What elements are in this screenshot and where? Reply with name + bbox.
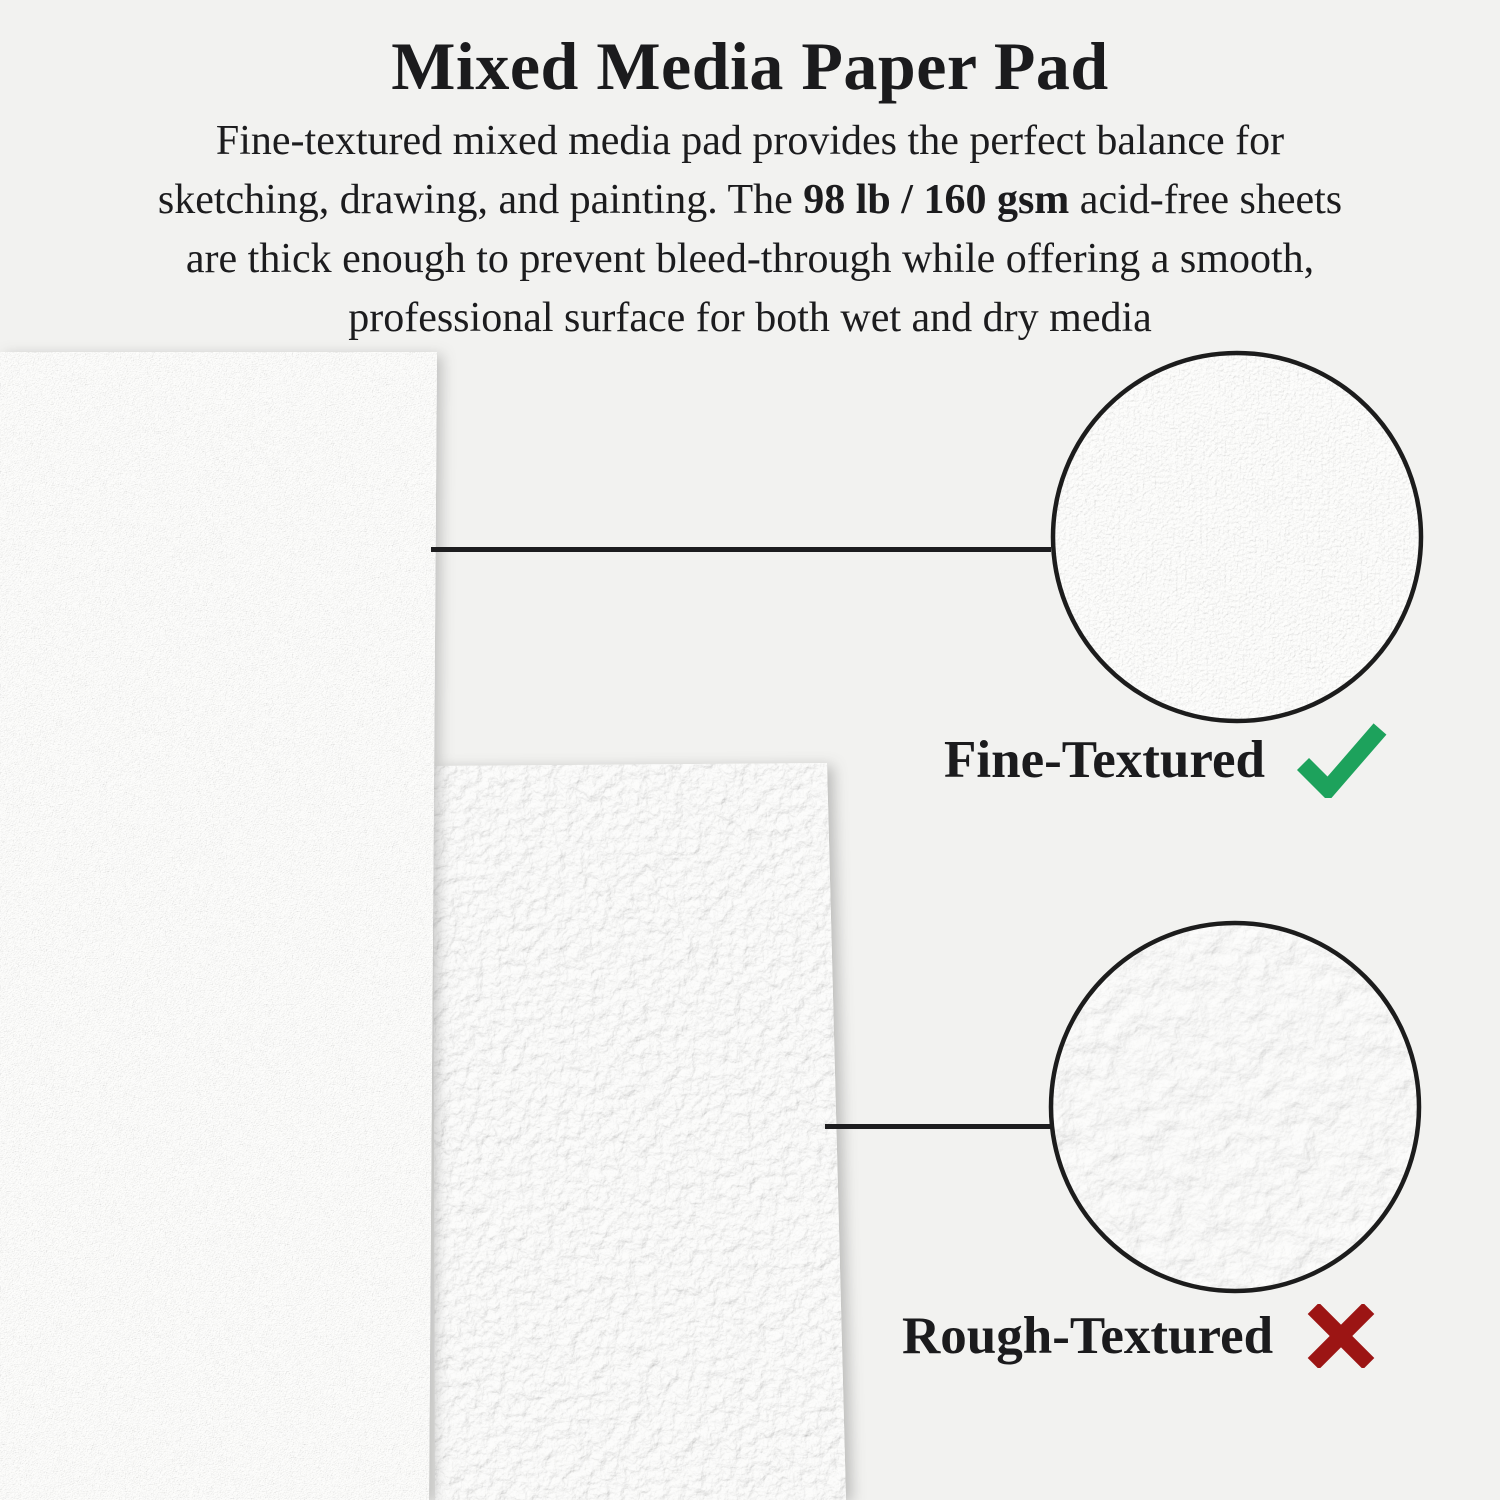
fine-texture-magnifier-circle (1047, 347, 1427, 727)
description-text: professional surface for both wet and dry media (348, 295, 1152, 341)
description-text: Fine-textured mixed media pad provides the perfect balance for (215, 118, 1285, 164)
description-line (0, 289, 1500, 348)
description-line (0, 230, 1500, 289)
header (0, 26, 1500, 348)
cross-icon (1307, 1304, 1375, 1368)
description-bold-text: 98 lb / 160 gsm (803, 177, 1070, 223)
product-description (0, 112, 1500, 348)
rough-textured-callout-label (902, 1296, 1375, 1376)
description-text: sketching, drawing, and painting. The (157, 177, 804, 223)
rough-paper-sheet-photo (433, 763, 846, 1500)
rough-texture-magnifier-circle (1045, 917, 1425, 1297)
rough-textured-label: Rough-Textured (902, 1307, 1274, 1365)
fine-textured-label: Fine-Textured (944, 731, 1265, 789)
page-title: Mixed Media Paper Pad (391, 28, 1109, 104)
fine-paper-sheet-photo (0, 352, 437, 1500)
description-line (0, 171, 1500, 230)
description-text: acid-free sheets (1069, 177, 1343, 223)
fine-textured-callout-label (944, 720, 1387, 800)
check-icon (1295, 722, 1387, 798)
rough-callout-line (825, 1124, 1053, 1129)
description-line (0, 112, 1500, 171)
description-text: are thick enough to prevent bleed-through while offering a smooth, (185, 236, 1315, 282)
fine-callout-line (431, 547, 1051, 552)
